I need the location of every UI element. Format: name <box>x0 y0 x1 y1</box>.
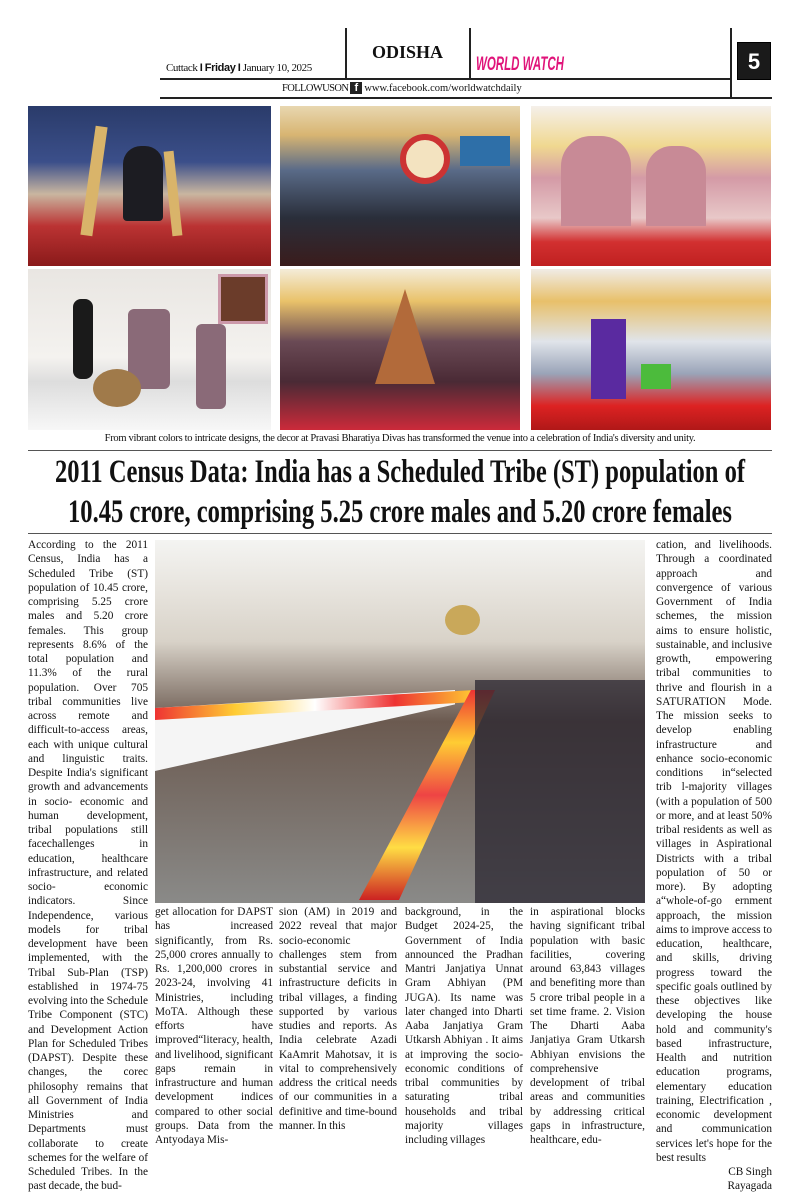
photo-odisha-pavilion <box>280 106 520 266</box>
photo-meeting-hall <box>155 540 645 903</box>
headline-line-1: 2011 Census Data: India has a Scheduled Tribe (ST) population of <box>55 454 746 490</box>
date: January 10, 2025 <box>242 62 312 74</box>
masthead-divider <box>469 28 471 80</box>
article-column-4: background, in the Budget 2024-25, the Government of India announced the Pradhan Mantri Janjatiya Unnat Gram Abhiyan (PM JUGA). Its name was later changed into Dharti Aaba Janjatiya Gram Utkarsh Abhiyan . It aims at improving the socio-economic conditions of tribal communities by saturating tribal households and tribal majority villages including villages <box>405 906 523 1146</box>
facebook-url[interactable]: www.facebook.com/worldwatchdaily <box>364 82 522 94</box>
headline-rule <box>28 533 772 534</box>
photo-caption: From vibrant colors to intricate designs, the decor at Pravasi Bharatiya Divas has transformed the venue into a celebration of India's diversity and unity. <box>104 433 696 444</box>
article-column-3: sion (AM) in 2019 and 2022 reveal that major socio-economic challenges stem from substantial service and infrastructure deficits in tribal villages, a finding supported by various studies and reports. As India celebrate Azadi KaAmrit Mahotsav, it is vital to comprehensively address the critical needs of our communities in a definitive and time-bound manner. In this <box>279 906 397 1132</box>
article-column-5: in aspirational blocks having significant tribal population with basic facilities, covering around 63,843 villages and benefiting more than 5 crore tribal people in a set time frame. 2. Vision The Dharti Aaba Janjatiya Gram Utkarsh Abhiyan envisions the comprehensive development of tribal areas and communities by addressing critical gaps in infrastructure, healthcare, edu- <box>530 906 645 1146</box>
photo-drums-exhibit <box>28 269 271 430</box>
article-column-2: get allocation for DAPST has increased significantly, from Rs. 25,000 crores annually to Rs. 1,200,000 crores in 2023-24, involving 41 Ministries, including MoTA. Although these efforts have improved“literacy, health, and livelihood, significant gaps remain in infrastructure and human development indices compared to other social groups. Data from the Antyodaya Mis- <box>155 906 273 1146</box>
byline-name: CB Singh <box>728 1166 772 1178</box>
headline <box>28 452 772 532</box>
page-number: 5 <box>737 42 771 80</box>
masthead-rule <box>160 97 772 99</box>
separator: I <box>237 62 241 74</box>
article-column-1: According to the 2011 Census, India has a Scheduled Tribe (ST) population of 10.45 crore, comprising 5.25 crore males and 5.20 crore females. This group represents 8.6% of the total population and 11.3% of the rural population. Over 705 tribal communities live across remote and difficult-to-access areas, each with unique cultural and linguistic traits. Despite India's significant growth and advancements in socio- economic and human development, tribal populations still facechallenges in education, healthcare infrastructure, and related socio- economic indicators. Since Independence, various models for tribal development have been implemented, with the Tribal Sub-Plan (TSP) established in 1974-75 evolving into the Schedule Tribe Component (STC) and Development Action Plan for Scheduled Tribes (DAPST). Despite these changes, the corec philosophy remains that all Government of India Ministries and Departments must collaborate to create schemes for the welfare of Scheduled Tribes. In the past decade, the bud- <box>28 539 148 1193</box>
day: Friday <box>204 62 236 74</box>
facebook-icon: f <box>350 82 362 94</box>
photo-giraffe-crafts <box>28 106 271 266</box>
masthead-rule <box>160 78 730 80</box>
follow-label: FOLLOWUSON <box>282 82 349 94</box>
article-column-6-wrap <box>656 538 772 1194</box>
edition-name: ODISHA <box>372 42 444 62</box>
byline <box>656 1165 772 1194</box>
byline-place: Rayagada <box>727 1180 772 1193</box>
photo-sun-temple-replica <box>280 269 520 430</box>
masthead-divider <box>730 28 732 98</box>
svg-text:WORLD WATCH: WORLD WATCH <box>476 54 565 75</box>
photo-green-msmes-stall <box>531 269 771 430</box>
caption-rule <box>28 450 772 451</box>
article-column-6: cation, and livelihoods. Through a coordinated approach and convergence of various Government of India schemes, the mission aims to ensure holistic, sustainable, and inclusive growth, empowering tribal communities to thrive and flourish in a SATURATION Mode. The mission seeks to develop enabling infrastructure and enhance socio-economic conditions in“selected trib l-majority villages (with a population of 500 or more, and at least 50% tribal residents as well as villages in Aspirational Districts with a tribal population of 50 or more). By adopting a“whole-of-go ernment approach, the mission aims to improve access to education, healthcare, and skills, driving progress toward the specific goals outlined by these objectives like developing the house hold and community's based infrastructure, Health and nutrition education programs, elementary education training, Electrification , economic development and communication services let's hope for the best results <box>656 539 772 1164</box>
masthead-divider <box>345 28 347 80</box>
headline-line-2: 10.45 crore, comprising 5.25 crore males and 5.20 crore females <box>68 494 733 530</box>
city: Cuttack <box>166 62 198 74</box>
separator: I <box>199 62 203 74</box>
issue-date-line <box>166 62 312 74</box>
follow-us-line <box>282 82 522 94</box>
world-watch-logo <box>474 40 566 76</box>
photo-temple-arches <box>531 106 771 266</box>
